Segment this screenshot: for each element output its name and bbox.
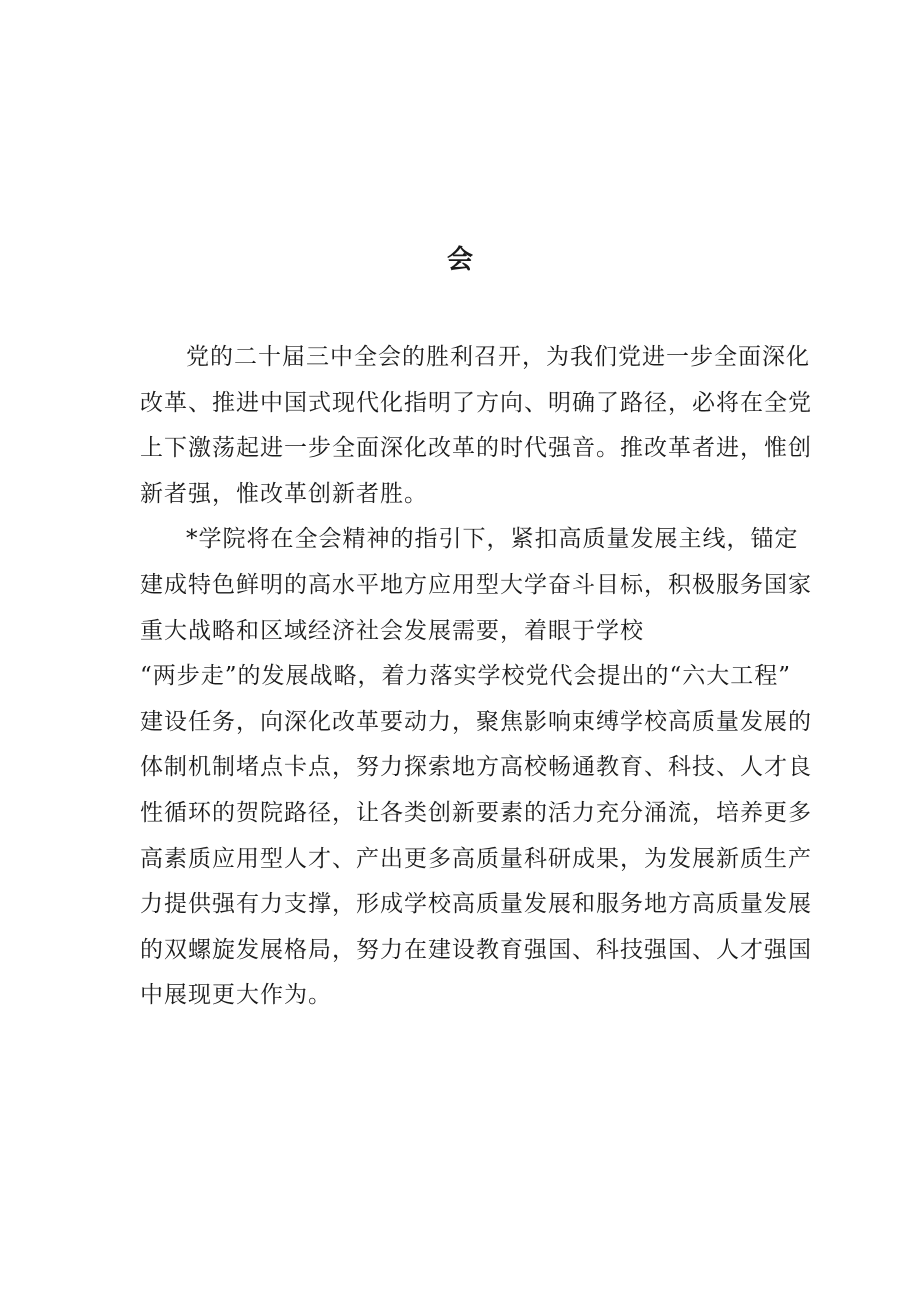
paragraph-line: 重大战略和区域经济社会发展需要，着眼于学校	[140, 617, 644, 644]
paragraph-line: 新者强，惟改革创新者胜。	[140, 480, 428, 507]
paragraph-2	[140, 517, 812, 1019]
paragraph-line: 力提供强有力支撑，形成学校高质量发展和服务地方高质量发展	[140, 891, 812, 918]
paragraph-line: 党的二十届三中全会的胜利召开，为我们党进一步全面深化	[186, 344, 810, 370]
document-title: 会	[446, 245, 473, 275]
paragraph-line: 中展现更大作为。	[140, 982, 332, 1009]
paragraph-line: “两步走”的发展战略，着力落实学校党代会提出的“六大工程”	[140, 663, 792, 690]
paragraph-line: 性循环的贺院路径，让各类创新要素的活力充分涌流，培养更多	[140, 799, 812, 826]
paragraph-line: 建成特色鲜明的高水平地方应用型大学奋斗目标，积极服务国家	[140, 571, 812, 598]
paragraph-line: 高素质应用型人才、产出更多高质量科研成果，为发展新质生产	[140, 845, 812, 872]
paragraph-line: 的双螺旋发展格局，努力在建设教育强国、科技强国、人才强国	[140, 936, 812, 963]
document-body	[140, 335, 812, 1019]
paragraph-line: 体制机制堵点卡点，努力探索地方高校畅通教育、科技、人才良	[140, 754, 812, 781]
paragraph-line: *学院将在全会精神的指引下，紧扣高质量发展主线，锚定	[186, 526, 799, 553]
paragraph-line: 改革、推进中国式现代化指明了方向、明确了路径，必将在全党	[140, 389, 812, 416]
paragraph-line: 建设任务，向深化改革要动力，聚焦影响束缚学校高质量发展的	[140, 708, 812, 735]
paragraph-1	[140, 335, 812, 517]
paragraph-line: 上下激荡起进一步全面深化改革的时代强音。推改革者进，惟创	[140, 435, 812, 462]
